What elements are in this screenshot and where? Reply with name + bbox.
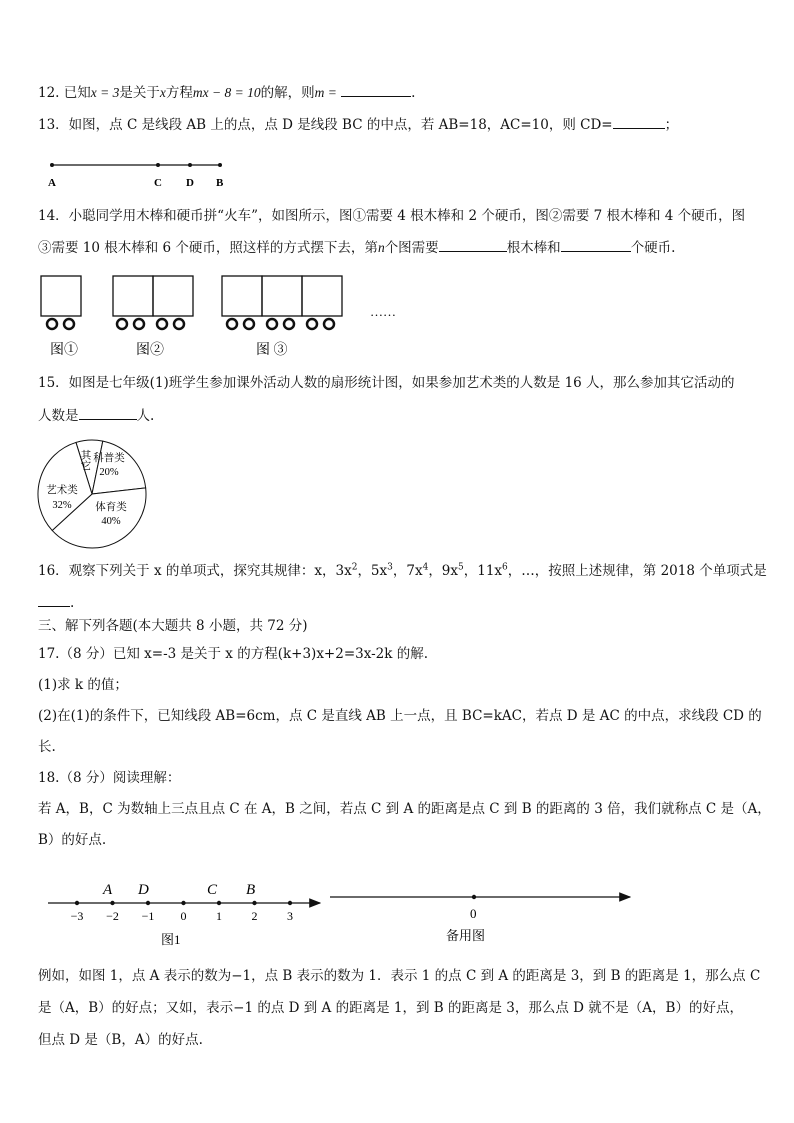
slice-label-other: 其它 <box>79 449 91 471</box>
point-c-label: C <box>154 177 162 189</box>
q12-text: 方程 <box>165 85 193 101</box>
q12-text: . <box>411 85 416 101</box>
tick-dot <box>110 901 114 905</box>
question-17-line1 <box>38 644 428 664</box>
coin-icon <box>47 319 57 329</box>
point-b-label: B <box>216 177 224 189</box>
q18-text: 若 A，B，C 为数轴上三点且点 C 在 A，B 之间，若点 C 到 A 的距离是点 C 到 B 的距离的 3 倍，我们就称点 C 是（A， <box>38 801 771 817</box>
question-14-line1 <box>38 206 745 226</box>
q12-text: 的解，则 <box>260 85 315 101</box>
number-line-figure-1 <box>40 876 330 948</box>
train-box <box>222 276 262 316</box>
exponent: 6 <box>502 562 508 573</box>
point-label-b: B <box>246 882 256 898</box>
tick-dot <box>181 901 185 905</box>
segment-figure <box>44 156 244 192</box>
question-12 <box>38 82 415 103</box>
q12-text: 是关于 <box>119 85 160 101</box>
q17-text: (1)求 k 的值； <box>38 677 128 693</box>
q18-text: 18.（8 分）阅读理解： <box>38 770 181 786</box>
slice-percent-art: 32% <box>52 500 72 511</box>
point-b-dot <box>218 163 222 167</box>
tick-label: 3 <box>287 909 293 923</box>
question-17-line3 <box>38 706 762 726</box>
question-15-line1 <box>38 373 735 393</box>
q14-text: 个硬币. <box>630 240 676 256</box>
question-13 <box>38 114 678 135</box>
point-label-d: D <box>138 882 149 898</box>
q14-text: 根木棒和 <box>506 240 561 256</box>
q12-math-var: x <box>159 85 166 100</box>
train-box <box>41 276 81 316</box>
coin-icon <box>64 319 74 329</box>
question-18-line1 <box>38 768 180 788</box>
tick-label: 2 <box>251 909 258 923</box>
tick-label: 1 <box>216 909 222 923</box>
train-box <box>153 276 193 316</box>
answer-blank[interactable] <box>613 114 665 129</box>
slice-label-science: 科普类 <box>93 453 125 464</box>
q16-text: . <box>70 595 75 611</box>
q15-text: 人. <box>136 408 155 424</box>
q18-text: 是（A，B）的好点；又如，表示−1 的点 D 到 A 的距离是 1，到 B 的距离是 3，那么点 D 就不是（A，B）的好点， <box>38 1000 743 1016</box>
origin-dot <box>472 895 476 899</box>
q14-text: 个图需要 <box>384 240 439 256</box>
question-18-line6 <box>38 1030 203 1050</box>
question-14-line2 <box>38 237 675 258</box>
point-c-dot <box>156 163 160 167</box>
figure-caption-3: 图 ③ <box>256 343 288 358</box>
train-box <box>302 276 342 316</box>
q15-text: 人数是 <box>38 408 79 424</box>
coin-icon <box>174 319 184 329</box>
answer-blank[interactable] <box>38 592 70 607</box>
train-box <box>262 276 302 316</box>
point-d-label: D <box>186 177 194 189</box>
figure-caption-1: 图① <box>50 343 78 358</box>
coin-icon <box>284 319 294 329</box>
question-16-line2 <box>38 592 74 613</box>
q14-text: 14．小聪同学用木棒和硬币拼“火车”，如图所示，图①需要 4 根木棒和 2 个硬币，图②需要 7 根木棒和 4 个硬币，图 <box>38 208 746 224</box>
exponent: 3 <box>387 562 393 573</box>
tick-dot <box>252 901 256 905</box>
coin-icon <box>227 319 237 329</box>
tick-dot <box>75 901 79 905</box>
q12-math-m: m = <box>314 85 337 100</box>
tick-dot <box>217 901 221 905</box>
q12-math-x: x = 3 <box>90 85 120 100</box>
q17-text: 长. <box>38 739 56 755</box>
slice-percent-science: 20% <box>99 467 119 478</box>
q12-equation: mx − 8 = 10 <box>192 85 261 100</box>
point-a-label: A <box>48 177 56 189</box>
coin-icon <box>267 319 277 329</box>
coin-icon <box>134 319 144 329</box>
q14-math-n: n <box>377 240 385 255</box>
question-18-line4 <box>38 966 760 986</box>
q17-text: 17.（8 分）已知 x=-3 是关于 x 的方程(k+3)x+2=3x-2k 的解. <box>38 646 429 662</box>
coin-icon <box>157 319 167 329</box>
coin-icon <box>324 319 334 329</box>
ellipsis: …… <box>370 304 396 319</box>
q18-text: B）的好点. <box>38 832 107 848</box>
slice-percent-sports: 40% <box>101 516 121 527</box>
number-line-backup-figure <box>328 884 638 948</box>
answer-blank[interactable] <box>439 237 507 252</box>
exponent: 2 <box>351 562 358 573</box>
q16-text: ，11x <box>463 563 503 579</box>
q16-text: ，…，按照上述规律，第 2018 个单项式是 <box>507 563 767 579</box>
q13-text: 13．如图，点 C 是线段 AB 上的点，点 D 是线段 BC 的中点，若 AB=18，AC=10，则 CD= <box>38 117 613 133</box>
q17-text: (2)在(1)的条件下，已知线段 AB=6cm，点 C 是直线 AB 上一点，且 BC=kAC，若点 D 是 AC 的中点，求线段 CD 的 <box>38 708 762 724</box>
figure-caption: 备用图 <box>446 928 486 943</box>
coin-icon <box>244 319 254 329</box>
figure-caption-2: 图② <box>136 343 164 358</box>
question-18-line3 <box>38 830 106 850</box>
train-box <box>113 276 153 316</box>
origin-label: 0 <box>470 906 477 921</box>
q16-text: 16．观察下列关于 x 的单项式，探究其规律：x，3x <box>38 563 352 579</box>
tick-label: −1 <box>141 909 155 923</box>
exponent: 4 <box>422 562 429 573</box>
question-18-line5 <box>38 998 743 1018</box>
point-d-dot <box>188 163 192 167</box>
slice-label-sports: 体育类 <box>95 502 127 513</box>
coin-icon <box>117 319 127 329</box>
train-figures <box>36 272 416 362</box>
section-heading <box>38 616 307 636</box>
coin-icon <box>307 319 317 329</box>
q15-text: 15．如图是七年级(1)班学生参加课外活动人数的扇形统计图，如果参加艺术类的人数是 16 人，那么参加其它活动的 <box>38 375 735 391</box>
answer-blank[interactable] <box>561 237 631 252</box>
tick-dot <box>288 901 292 905</box>
question-18-line2 <box>38 799 771 819</box>
tick-label: −3 <box>70 909 84 923</box>
question-15-line2 <box>38 405 154 426</box>
question-16 <box>38 561 767 581</box>
tick-dot <box>146 901 150 905</box>
exponent: 5 <box>458 562 464 573</box>
point-label-c: C <box>207 882 218 898</box>
q13-text: ； <box>664 117 679 133</box>
question-number: 12. <box>38 85 60 101</box>
q18-text: 例如，如图 1，点 A 表示的数为−1，点 B 表示的数为 1．表示 1 的点 C 到 A 的距离是 3，到 B 的距离是 1，那么点 C <box>38 968 761 984</box>
q16-text: ，5x <box>357 563 388 579</box>
q18-text: 但点 D 是（B，A）的好点. <box>38 1032 203 1048</box>
section-title: 三、解下列各题(本大题共 8 小题，共 72 分) <box>38 618 308 634</box>
pie-chart <box>36 438 152 554</box>
q16-text: ，7x <box>392 563 423 579</box>
q12-text: 已知 <box>63 85 91 101</box>
tick-label: 0 <box>180 909 187 923</box>
point-label-a: A <box>103 882 113 898</box>
slice-label-art: 艺术类 <box>46 485 78 496</box>
question-17-line4 <box>38 737 56 757</box>
q16-text: ，9x <box>428 563 459 579</box>
question-17-line2 <box>38 675 128 695</box>
answer-blank[interactable] <box>341 82 411 97</box>
answer-blank[interactable] <box>79 405 137 420</box>
point-a-dot <box>50 163 54 167</box>
tick-label: −2 <box>106 909 119 923</box>
figure-caption: 图1 <box>161 932 181 947</box>
q14-text: ③需要 10 根木棒和 6 个硬币，照这样的方式摆下去，第 <box>38 240 378 256</box>
